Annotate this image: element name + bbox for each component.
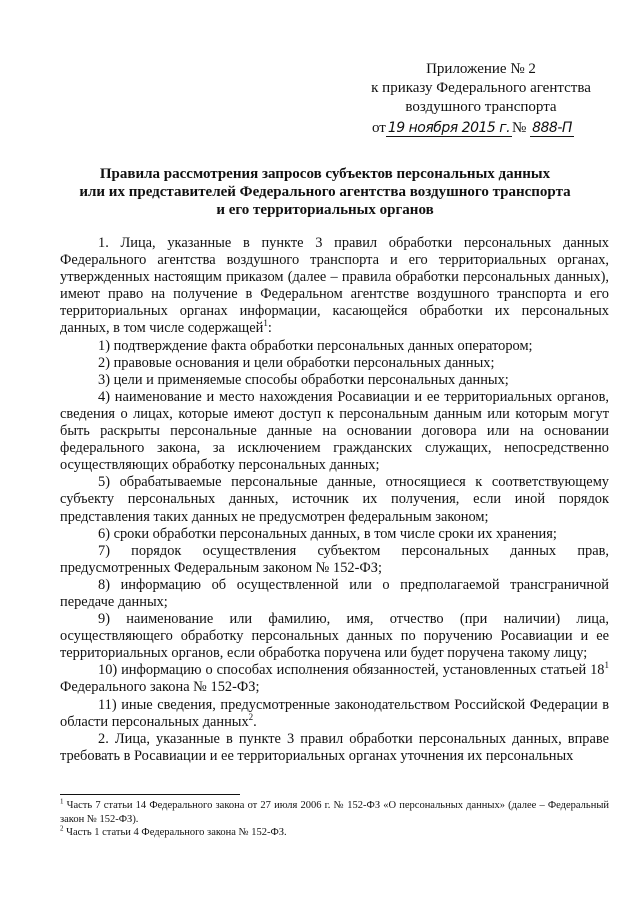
- footnote-1-text: Часть 7 статьи 14 Федерального закона от 27 июля 2006 г. № 152-ФЗ «О персональных данных» (далее – Федеральный закон № 152-ФЗ).: [60, 800, 609, 825]
- paragraph-1: [60, 235, 609, 338]
- footnotes: [60, 799, 609, 840]
- title-line-2: или их представителей Федерального агентства воздушного транспорта: [79, 184, 571, 200]
- footnote-ref-1: 1: [263, 318, 268, 329]
- footnote-2-text: Часть 1 статьи 4 Федерального закона № 152-ФЗ.: [63, 827, 287, 838]
- footnote-ref-2: 2: [248, 711, 254, 722]
- title-line-1: Правила рассмотрения запросов субъектов персональных данных: [99, 166, 551, 182]
- footnote-divider: [60, 794, 240, 795]
- list-item-1: 1) подтверждение факта обработки персональных данных оператором;: [98, 337, 533, 354]
- order-reference: к приказу Федерального агентства: [371, 80, 591, 96]
- paragraph-2: 2. Лица, указанные в пункте 3 правил обработки персональных данных, вправе требовать в Росавиации и ее территориальных органах уточнения их персональных: [60, 730, 609, 764]
- list-item-3: 3) цели и применяемые способы обработки персональных данных;: [98, 371, 509, 388]
- number-prefix: №: [512, 120, 527, 136]
- list-item-5: 5) обрабатываемые персональные данные, относящиеся к соответствующему субъекту персональных данных, источник их получения, если иной порядок представления таких данных не предусмотрен федеральным законом;: [60, 474, 609, 525]
- appendix-header: [356, 60, 606, 138]
- list-item-6: 6) сроки обработки персональных данных, в том числе сроки их хранения;: [98, 525, 557, 542]
- document-body: [60, 235, 609, 765]
- footnote-2: [60, 826, 609, 840]
- list-item-10: [60, 662, 609, 696]
- footnote-1: [60, 799, 609, 826]
- list-item-10-text: 10) информацию о способах исполнения обязанностей, установленных статьей 18: [98, 662, 605, 679]
- agency-name-tail: воздушного транспорта: [405, 99, 557, 115]
- list-item-11: [60, 697, 609, 731]
- list-item-2: 2) правовые основания и цели обработки персональных данных;: [98, 354, 495, 371]
- handwritten-date: 19 ноября 2015 г.: [387, 120, 511, 136]
- handwritten-number: 888-П: [532, 120, 572, 136]
- list-item-11-text: 11) иные сведения, предусмотренные законодательством Российской Федерации в области персональных данных: [60, 696, 609, 730]
- appendix-label: Приложение № 2: [426, 61, 536, 77]
- paragraph-1-text: 1. Лица, указанные в пункте 3 правил обработки персональных данных Федерального агентства воздушного транспорта и его территориальных органах, утвержденных настоящим приказом (далее – правила обработки персональных данных), имеют право на получение в Федеральном агентстве воздушного транспорта и его территориальных органах информации, касающейся обработки их персональных данных, в том числе содержащей: [60, 235, 609, 337]
- order-date-number: [356, 119, 606, 138]
- list-item-8: 8) информацию об осуществленной или о предполагаемой трансграничной передаче данных;: [60, 576, 609, 610]
- list-item-4: 4) наименование и место нахождения Росавиации и ее территориальных органов, сведения о лицах, которые имеют доступ к персональным данным или которым могут быть раскрыты персональные данные на основании договора или на основании федерального закона, за исключением гражданских служащих, непосредственно осуществляющих обработку персональных данных;: [60, 388, 609, 474]
- list-item-9: 9) наименование или фамилию, имя, отчество (при наличии) лица, осуществляющего обработку персональных данных по поручению Росавиации и ее территориальных органов, если обработка поручена или будет поручена такому лицу;: [60, 611, 609, 662]
- list-item-11-end: .: [253, 713, 257, 730]
- article-superscript: 1: [604, 660, 609, 671]
- footnote-2-mark: 2: [60, 824, 64, 833]
- date-prefix: от: [372, 120, 386, 136]
- list-item-7: 7) порядок осуществления субъектом персональных данных прав, предусмотренных Федеральным законом № 152-ФЗ;: [60, 542, 609, 576]
- list-item-10-tail: Федерального закона № 152-ФЗ;: [60, 679, 260, 696]
- document-title: [60, 165, 590, 219]
- paragraph-1-end: :: [267, 320, 272, 337]
- title-line-3: и его территориальных органов: [216, 202, 434, 218]
- footnote-1-mark: 1: [60, 797, 64, 806]
